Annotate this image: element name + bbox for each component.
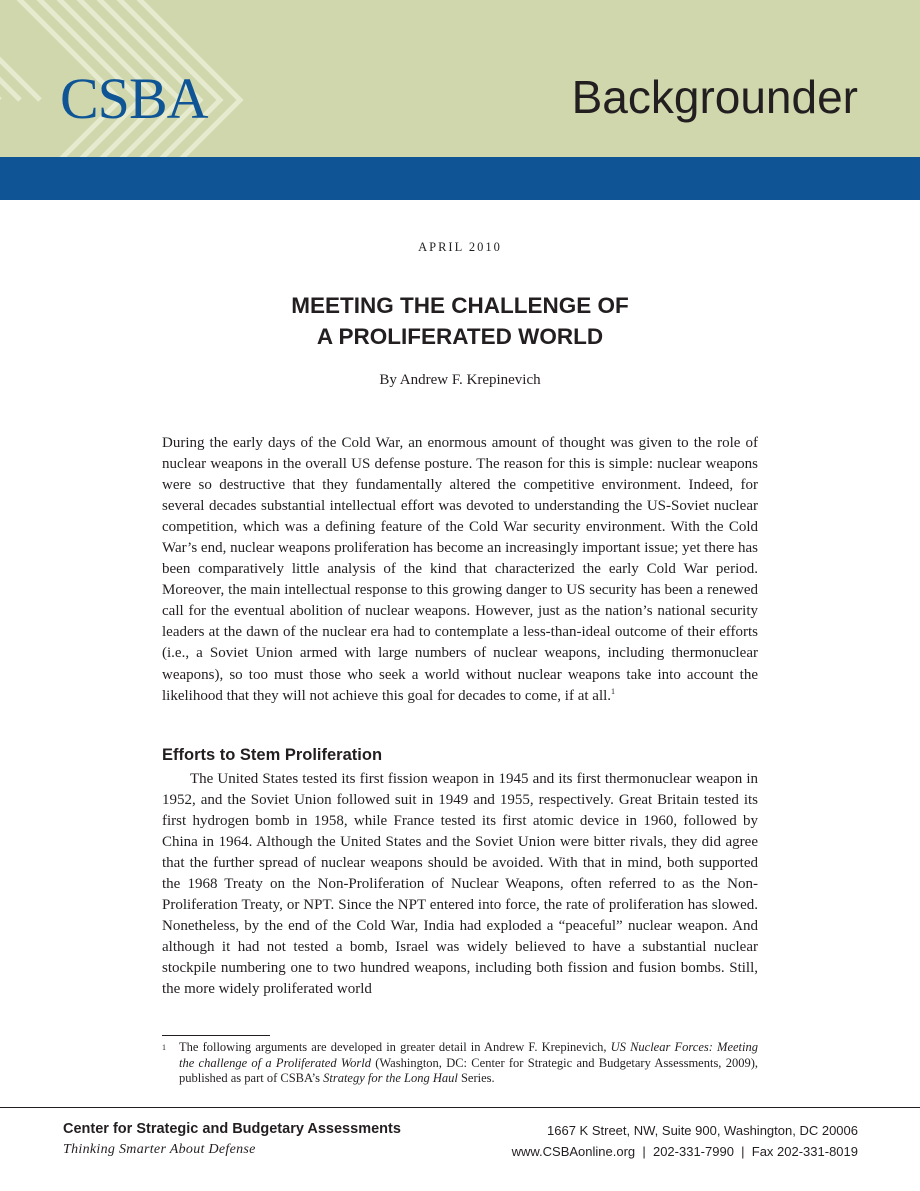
byline: By Andrew F. Krepinevich xyxy=(379,372,541,388)
footnote-book-title: US Nuclear Forces: Meeting the challenge of a Proliferated World xyxy=(179,1040,758,1070)
header-blue-band xyxy=(0,157,920,200)
csba-logo: CSBA xyxy=(60,66,208,131)
footer-address: 1667 K Street, NW, Suite 900, Washington, DC 20006 xyxy=(547,1123,858,1138)
series-title: Backgrounder xyxy=(571,71,858,123)
footer-tagline: Thinking Smarter About Defense xyxy=(63,1142,256,1157)
masthead xyxy=(0,0,920,157)
title-line-1: MEETING THE CHALLENGE OF xyxy=(291,293,629,318)
footnote-text xyxy=(179,1040,758,1087)
section-heading: Efforts to Stem Proliferation xyxy=(162,746,383,764)
footnote-text-part: (Washington, DC: Center for Strategic and Budgetary Assessments, 2009), published as part of CSBA’s xyxy=(179,1055,758,1085)
document-title xyxy=(0,290,920,352)
publication-date: APRIL 2010 xyxy=(418,240,502,254)
footnote-divider xyxy=(162,1035,270,1036)
footer-org-name: Center for Strategic and Budgetary Assessments xyxy=(63,1121,401,1137)
title-line-2: A PROLIFERATED WORLD xyxy=(316,324,604,349)
intro-paragraph-text: During the early days of the Cold War, an enormous amount of thought was given to the role of nuclear weapons in the overall US defense posture. The reason for this is simple: nuclear weapons were so destructive that they fundamentally altered the competitive environment. Indeed, for several decades substantial intellectual effort was devoted to understanding the US-Soviet nuclear competition, which was a defining feature of the Cold War security environment. With the Cold War’s end, nuclear weapons proliferation has become an increasingly important issue; yet there has been comparatively little analysis of the kind that characterized the early Cold War period. Moreover, the main intellectual response to this growing danger to US security has been a renewed call for the eventual abolition of nuclear weapons. However, just as the nation’s national security leaders at the dawn of the nuclear era had to contemplate a less-than-ideal outcome of their efforts (i.e., a Soviet Union armed with large numbers of nuclear weapons, including thermonuclear weapons), so too must those who seek a world without nuclear weapons take into account the likelihood that they will not achieve this goal for decades to come, if at all. xyxy=(162,435,758,704)
intro-paragraph xyxy=(162,433,758,707)
footnote-reference: 1 xyxy=(611,686,616,696)
footnote-series-title: Strategy for the Long Haul xyxy=(323,1071,458,1085)
footer-divider xyxy=(0,1107,920,1108)
footnote-text-part: Series. xyxy=(457,1071,495,1085)
footnote xyxy=(162,1040,758,1087)
footer-contact: www.CSBAonline.org | 202-331-7990 | Fax 202-331-8019 xyxy=(511,1144,858,1159)
footnote-text-part: The following arguments are developed in greater detail in Andrew F. Krepinevich, xyxy=(179,1040,611,1054)
section-paragraph: The United States tested its first fission weapon in 1945 and its first thermonuclear weapon in 1952, and the Soviet Union followed suit in 1949 and 1955, respectively. Great Britain tested its first hydrogen bomb in 1958, while France tested its first atomic device in 1960, followed by China in 1964. Although the United States and the Soviet Union were bitter rivals, they did agree that the further spread of nuclear weapons should be avoided. With that in mind, both supported the 1968 Treaty on the Non-Proliferation of Nuclear Weapons, often referred to as the Non-Proliferation Treaty, or NPT. Since the NPT entered into force, the rate of proliferation has slowed. Nonetheless, by the end of the Cold War, India had exploded a “peaceful” nuclear weapon. And although it had not tested a bomb, Israel was widely believed to have a substantial nuclear stockpile numbering one to two hundred weapons, including both fission and fusion bombs. Still, the more widely proliferated world xyxy=(162,771,758,998)
footnote-number: 1 xyxy=(162,1043,166,1052)
